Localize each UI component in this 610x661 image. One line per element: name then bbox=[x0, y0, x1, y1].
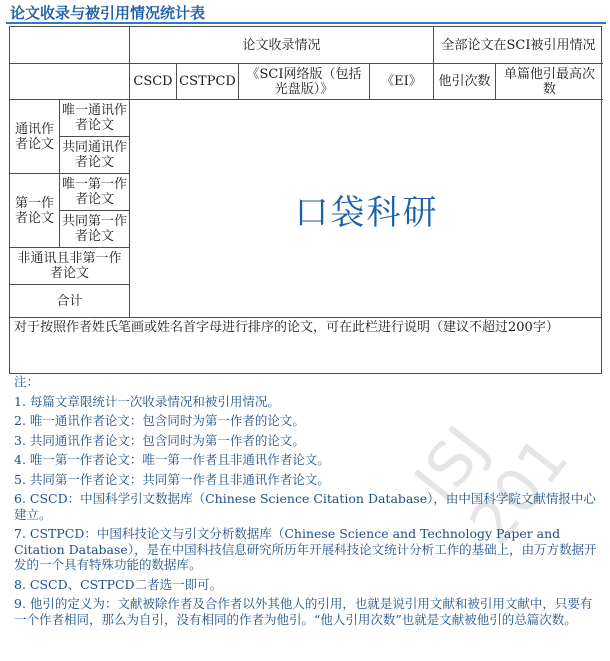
remark-cell: 对于按照作者姓氏笔画或姓名首字母进行排序的论文，可在此栏进行说明（建议不超过200字） bbox=[14, 320, 559, 335]
group-header-inclusion: 论文收录情况 bbox=[130, 27, 434, 64]
stats-table bbox=[9, 26, 602, 374]
note-item: 9. 他引的定义为：文献被除作者及合作者以外其他人的引用，也就是说引用文献和被引用文献中，只要有一个作者相同，那么为自引，没有相同的作者为他引。“他人引用次数”也就是文献被他引的总篇次数。 bbox=[14, 596, 593, 627]
note-item: 5. 共同第一作者论文：共同第一作者且非通讯作者论文。 bbox=[14, 471, 330, 487]
corner-cell-top bbox=[10, 27, 130, 64]
note-item: 4. 唯一第一作者论文：唯一第一作者且非通讯作者论文。 bbox=[14, 452, 330, 467]
column-header-cstpcd: CSTPCD bbox=[177, 64, 239, 100]
row-group-corresponding-author: 通讯作者论文 bbox=[10, 100, 60, 174]
column-header-cscd: CSCD bbox=[130, 64, 177, 100]
data-area bbox=[130, 100, 603, 318]
row-co-corresponding-author: 共同通讯作者论文 bbox=[60, 137, 130, 174]
corner-cell-bottom bbox=[10, 64, 130, 100]
notes-heading: 注： bbox=[14, 374, 40, 389]
note-item: 1. 每篇文章限统计一次收录情况和被引用情况。 bbox=[14, 393, 280, 409]
title-underline bbox=[6, 22, 606, 24]
column-header-sci-web: 《SCI网络版（包括光盘版）》 bbox=[239, 64, 370, 100]
row-sole-corresponding-author: 唯一通讯作者论文 bbox=[60, 100, 130, 137]
page-title: 论文收录与被引用情况统计表 bbox=[10, 4, 206, 22]
note-item: 3. 共同通讯作者论文：包含同时为第一作者的论文。 bbox=[14, 432, 305, 448]
watermark: ISJ 201 bbox=[401, 413, 583, 558]
note-item: 7. CSTPCD：中国科技论文与引文分析数据库（Chinese Science and Technology Paper and Citation Database），是在中国科技信息研究所历年开展科技论文统计分析工作的基础上，由万方数据开发的一个具有特殊功能的数据库。 bbox=[14, 526, 597, 572]
row-other-author: 非通讯且非第一作者论文 bbox=[10, 248, 130, 285]
column-header-cited-by-others: 他引次数 bbox=[434, 64, 496, 100]
note-item: 6. CSCD：中国科学引文数据库（Chinese Science Citation Database），由中国科学院文献情报中心建立。 bbox=[14, 491, 596, 522]
column-header-max-single-citations: 单篇他引最高次数 bbox=[496, 64, 603, 100]
note-item: 2. 唯一通讯作者论文：包含同时为第一作者的论文。 bbox=[14, 413, 305, 428]
note-item: 8. CSCD、CSTPCD二者选一即可。 bbox=[14, 576, 223, 592]
row-group-first-author: 第一作者论文 bbox=[10, 174, 60, 248]
notes-section bbox=[14, 374, 602, 627]
column-header-ei: 《EI》 bbox=[370, 64, 434, 100]
row-total: 合计 bbox=[10, 285, 130, 318]
center-overlay-text: 口袋科研 bbox=[294, 192, 439, 233]
group-header-sci-citation: 全部论文在SCI被引用情况 bbox=[434, 27, 603, 64]
row-sole-first-author: 唯一第一作者论文 bbox=[60, 174, 130, 211]
row-co-first-author: 共同第一作者论文 bbox=[60, 211, 130, 248]
